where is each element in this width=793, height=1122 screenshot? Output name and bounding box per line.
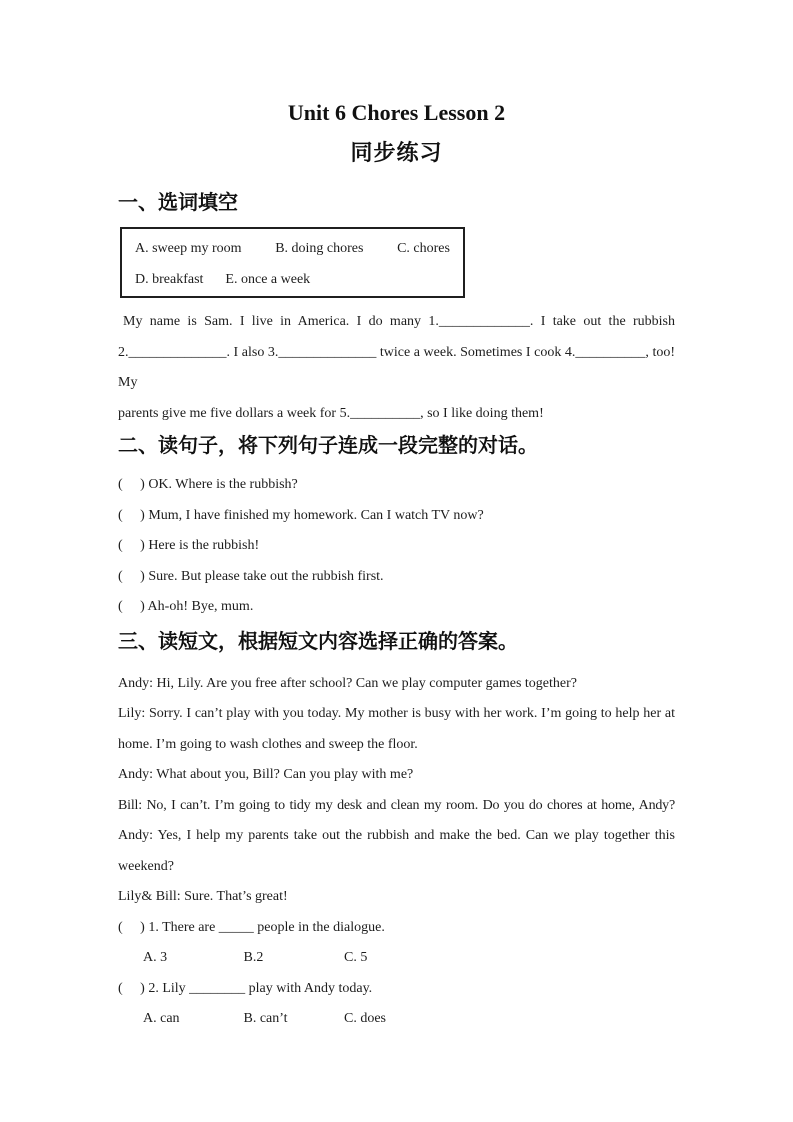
ordering-exercise-list: [118, 470, 675, 623]
section1-heading: 一、选词填空: [118, 192, 238, 214]
section3-heading: 三、读短文，根据短文内容选择正确的答案。: [118, 630, 518, 653]
question-1-option-b: B.2: [243, 950, 264, 965]
dialogue-line-5: Bill: No, I can’t. I’m going to tidy my desk and clean my room. Do you do chores at home, Andy?: [118, 797, 675, 813]
question-2-option-a: A. can: [143, 1011, 180, 1026]
question-2-option-b: B. can’t: [243, 1011, 288, 1026]
ordering-item-3: ( ) Here is the rubbish!: [118, 538, 260, 553]
doc-title: Unit 6 Chores Lesson 2: [287, 100, 506, 125]
word-bank-row-1: [135, 238, 450, 259]
question-1-option-a: A. 3: [143, 950, 168, 965]
question-2-options: [118, 1004, 675, 1035]
word-bank-option-d: D. breakfast: [135, 272, 204, 287]
question-2-option-c: C. does: [344, 1011, 386, 1026]
word-bank-option-b: B. doing chores: [275, 241, 364, 256]
dialogue-line-6: Andy: Yes, I help my parents take out the rubbish and make the bed. Can we play together this: [118, 828, 675, 843]
cloze-passage: [118, 307, 675, 429]
passage-line-2: 2.______________. I also 3.______________ twice a week. Sometimes I cook 4.__________, too! My: [118, 344, 675, 390]
word-bank-option-a: A. sweep my room: [135, 241, 242, 256]
word-bank-row-2: [135, 269, 450, 290]
question-1-prompt: ( ) 1. There are _____ people in the dialogue.: [118, 919, 385, 935]
ordering-item-4: ( ) Sure. But please take out the rubbish first.: [118, 568, 384, 584]
ordering-item-1: ( ) OK. Where is the rubbish?: [118, 477, 298, 492]
worksheet-content: [118, 0, 675, 1035]
word-bank-box: [120, 227, 465, 298]
dialogue-line-4: Andy: What about you, Bill? Can you play with me?: [118, 767, 414, 782]
question-1-option-c: C. 5: [344, 950, 368, 965]
ordering-item-5: ( ) Ah-oh! Bye, mum.: [118, 599, 254, 614]
dialogue-line-2: Lily: Sorry. I can’t play with you today. My mother is busy with her work. I’m going to help her at: [118, 706, 675, 721]
word-bank-option-c: C. chores: [397, 241, 450, 256]
dialogue-line-8: Lily& Bill: Sure. That’s great!: [118, 889, 288, 904]
ordering-item-2: ( ) Mum, I have finished my homework. Can I watch TV now?: [118, 507, 484, 523]
dialogue-line-7: weekend?: [118, 858, 174, 874]
word-bank-option-e: E. once a week: [225, 272, 311, 287]
section2-heading: 二、读句子，将下列句子连成一段完整的对话。: [118, 435, 538, 457]
comprehension-questions: [118, 913, 675, 1035]
dialogue-line-3: home. I’m going to wash clothes and sweep the floor.: [118, 736, 418, 752]
passage-line-1: My name is Sam. I live in America. I do many 1._____________. I take out the rubbish: [123, 314, 675, 329]
question-2-prompt: ( ) 2. Lily ________ play with Andy today.: [118, 980, 373, 996]
question-1-options: [118, 943, 675, 974]
doc-subtitle: 同步练习: [350, 140, 443, 165]
reading-dialogue: [118, 669, 675, 913]
passage-line-3: parents give me five dollars a week for 5.__________, so I like doing them!: [118, 405, 544, 421]
dialogue-line-1: Andy: Hi, Lily. Are you free after school? Can we play computer games together?: [118, 675, 577, 691]
